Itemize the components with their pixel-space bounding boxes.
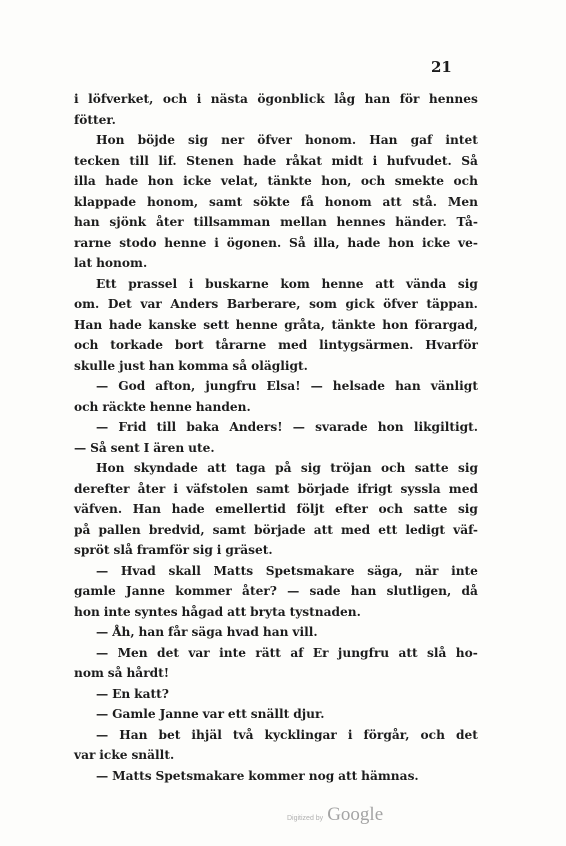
text-line: om. Det var Anders Barberare, som gick öfver täppan. bbox=[74, 297, 478, 311]
text-line: Hon skyndade att taga på sig tröjan och satte sig bbox=[96, 461, 478, 475]
text-line: derefter åter i väfstolen samt började ifrigt syssla med bbox=[74, 481, 478, 496]
text-line: väfven. Han hade emellertid följt efter och satte sig bbox=[74, 502, 478, 516]
text-line: tecken till lif. Stenen hade råkat midt i hufvudet. Så bbox=[74, 153, 478, 168]
text-line: fötter. bbox=[74, 112, 116, 127]
text-line: Han hade kanske sett henne gråta, tänkte hon förargad, bbox=[74, 317, 478, 332]
text-line: — Hvad skall Matts Spetsmakare säga, när inte bbox=[96, 563, 478, 578]
text-line: rarne stodo henne i ögonen. Så illa, hade hon icke ve- bbox=[74, 235, 478, 250]
text-line: spröt slå framför sig i gräset. bbox=[74, 543, 273, 557]
text-line: skulle just han komma så olägligt. bbox=[74, 358, 308, 373]
text-line: gamle Janne kommer åter? — sade han slutligen, då bbox=[74, 584, 478, 598]
text-line: på pallen bredvid, samt började att med ett ledigt väf- bbox=[74, 522, 478, 537]
text-line: — Han bet ihjäl två kycklingar i förgår, och det bbox=[96, 727, 478, 742]
text-line: och räckte henne handen. bbox=[74, 399, 251, 414]
text-line: klappade honom, samt sökte få honom att stå. Men bbox=[74, 194, 478, 209]
text-line: var icke snällt. bbox=[74, 748, 175, 762]
text-line: och torkade bort tårarne med lintygsärmen. Hvarför bbox=[74, 338, 478, 352]
digitized-watermark bbox=[287, 804, 383, 826]
text-line: Hon böjde sig ner öfver honom. Han gaf intet bbox=[96, 133, 478, 147]
text-line: — God afton, jungfru Elsa! — helsade han vänligt bbox=[96, 379, 478, 393]
text-line: Ett prassel i buskarne kom henne att vända sig bbox=[96, 276, 478, 291]
text-line: — Åh, han får säga hvad han vill. bbox=[96, 625, 318, 639]
page-number: 21 bbox=[431, 58, 452, 76]
watermark-logo: Google bbox=[327, 804, 384, 825]
text-line: lat honom. bbox=[74, 256, 148, 270]
text-line: — En katt? bbox=[96, 686, 169, 701]
text-line: — Men det var inte rätt af Er jungfru att slå ho- bbox=[96, 645, 478, 660]
text-line: hon inte syntes hågad att bryta tystnaden. bbox=[74, 604, 361, 619]
text-line: — Frid till baka Anders! — svarade hon likgiltigt. bbox=[96, 420, 478, 434]
text-line: nom så hårdt! bbox=[74, 666, 170, 680]
text-line: illa hade hon icke velat, tänkte hon, och smekte och bbox=[74, 174, 478, 188]
text-line: — Gamle Janne var ett snällt djur. bbox=[96, 707, 325, 721]
text-line: — Så sent I ären ute. bbox=[74, 440, 215, 455]
body-text bbox=[74, 89, 478, 786]
text-line: — Matts Spetsmakare kommer nog att hämnas. bbox=[96, 768, 419, 783]
watermark-prefix: Digitized by bbox=[287, 815, 324, 822]
text-line: han sjönk åter tillsamman mellan hennes händer. Tå- bbox=[74, 215, 478, 229]
text-line: i löfverket, och i nästa ögonblick låg han för hennes bbox=[74, 92, 478, 106]
